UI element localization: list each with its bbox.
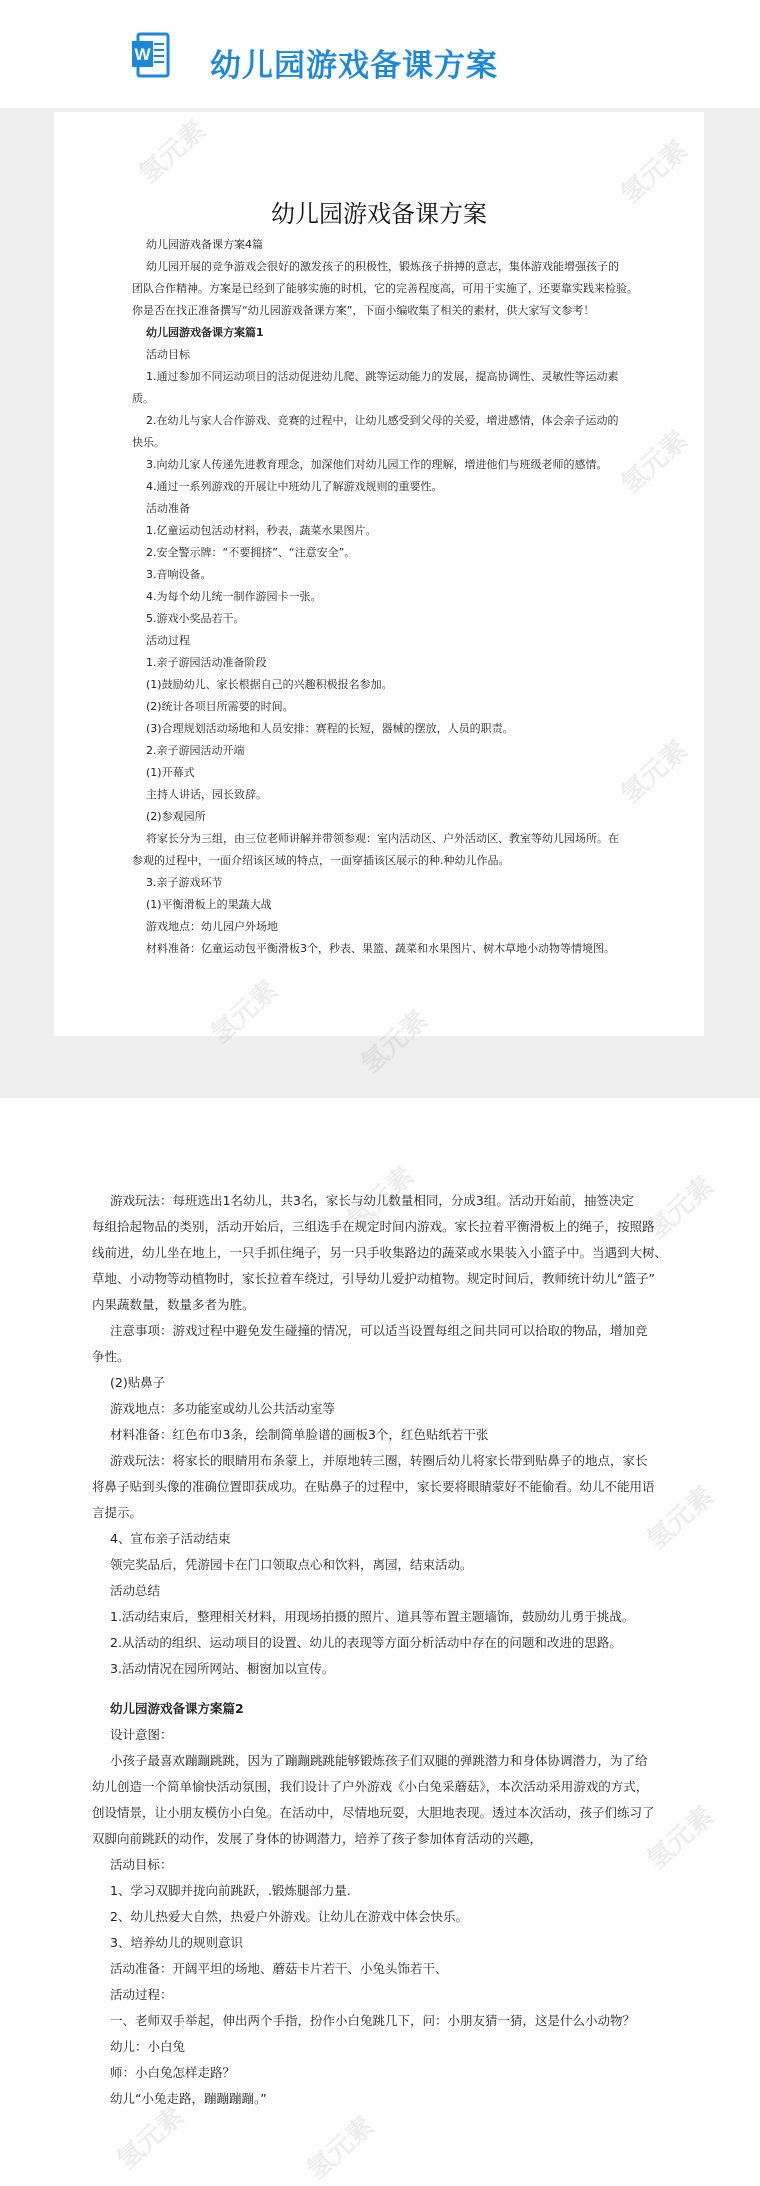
paragraph-line: 团队合作精神。方案是已经到了能够实施的时机，它的完善程度高，可用于实施了，还要靠实践来检验。 xyxy=(132,282,638,295)
banner-title: 幼儿园游戏备课方案 xyxy=(210,48,498,84)
paragraph-line: 材料准备：亿童运动包平衡滑板3个，秒表、果篮、蔬菜和水果图片、树木草地小动物等情境图。 xyxy=(146,942,615,955)
paragraph-line: (1)平衡滑板上的果蔬大战 xyxy=(146,898,272,911)
paragraph-line: 2.安全警示牌：“不要拥挤”、“注意安全”。 xyxy=(146,546,356,559)
paragraph-line: 3.亲子游戏环节 xyxy=(146,876,223,889)
paragraph-line: 快乐。 xyxy=(132,436,165,449)
paragraph-line: 3.活动情况在园所网站、橱窗加以宣传。 xyxy=(110,1661,335,1676)
paragraph-line: 活动准备 xyxy=(146,502,190,515)
paragraph-line: 参观的过程中，一面介绍该区域的特点，一面穿插该区展示的种.种幼儿作品。 xyxy=(132,854,510,867)
paragraph-line: (1)开幕式 xyxy=(146,766,195,779)
paragraph-line: 领完奖品后，凭游园卡在门口领取点心和饮料，离园，结束活动。 xyxy=(110,1557,473,1572)
watermark: 氢元素 xyxy=(133,115,212,190)
paragraph-line xyxy=(110,1682,670,1696)
paragraph-line: 游戏地点：多功能室或幼儿公共活动室等 xyxy=(110,1401,336,1416)
paragraph-line: 1、学习双脚并拢向前跳跃，.锻炼腿部力量. xyxy=(110,1883,351,1898)
paragraph-line: 幼儿园游戏备课方案篇2 xyxy=(110,1701,244,1716)
paragraph-line: 材料准备：红色布巾3条，绘制简单脸谱的画板3个，红色贴纸若干张 xyxy=(110,1427,489,1442)
document-title: 幼儿园游戏备课方案 xyxy=(271,200,487,228)
watermark: 氢元素 xyxy=(205,975,284,1050)
paragraph-line: 幼儿创造一个简单愉快活动氛围，我们设计了户外游戏《小白兔采蘑菇》，本次活动采用游戏的方式， xyxy=(92,1779,649,1794)
paragraph-line: 小孩子最喜欢蹦蹦跳跳，因为了蹦蹦跳跳能够锻炼孩子们双腿的弹跳潜力和身体协调潜力，为了给 xyxy=(110,1753,648,1768)
paragraph-line: 1.亿童运动包活动材料，秒表，蔬菜水果图片。 xyxy=(146,524,377,537)
paragraph-line: 主持人讲话，园长致辞。 xyxy=(146,788,267,801)
paragraph-line: 争性。 xyxy=(92,1349,130,1364)
watermark: 氢元素 xyxy=(641,1481,720,1556)
paragraph-line: 幼儿园游戏备课方案4篇 xyxy=(146,238,263,251)
paragraph-line: 活动目标 xyxy=(146,348,190,361)
paragraph-line: 幼儿：小白兔 xyxy=(110,2039,186,2054)
paragraph-line: (2)统计各项目所需要的时间。 xyxy=(146,700,294,713)
paragraph-line: 将家长分为三组，由三位老师讲解并带领参观：室内活动区、户外活动区、教室等幼儿园场所。在 xyxy=(146,832,619,845)
paragraph-line: 师：小白兔怎样走路？ xyxy=(110,2065,236,2080)
paragraph-line: 活动准备：开阔平坦的场地、蘑菇卡片若干、小兔头饰若干、 xyxy=(110,1961,448,1976)
paragraph-line: 线前进，幼儿坐在地上，一只手抓住绳子，另一只手收集路边的蔬菜或水果装入小篮子中。当遇到大树、 xyxy=(92,1245,668,1260)
paragraph-line: 你是否在找正准备撰写“幼儿园游戏备课方案”，下面小编收集了相关的素材，供大家写文参考！ xyxy=(132,304,595,317)
paragraph-line: 3.音响设备。 xyxy=(146,568,212,581)
watermark: 氢元素 xyxy=(615,135,694,210)
paragraph-line: 1.通过参加不同运动项目的活动促进幼儿爬、跳等运动能力的发展，提高协调性、灵敏性等运动素 xyxy=(146,370,619,383)
paragraph-line: 言提示。 xyxy=(92,1505,143,1520)
watermark: 氢元素 xyxy=(301,2111,380,2186)
word-document-icon xyxy=(132,32,170,78)
paragraph-line: (2)贴鼻子 xyxy=(110,1375,166,1390)
paragraph-line: 1.活动结束后，整理相关材料，用现场拍摄的照片、道具等布置主题墙饰，鼓励幼儿勇于挑战。 xyxy=(110,1609,635,1624)
paragraph-line: 活动总结 xyxy=(110,1583,161,1598)
paragraph-line: 创设情景，让小朋友模仿小白兔。在活动中，尽情地玩耍，大胆地表现。透过本次活动，孩子们练习了 xyxy=(92,1805,655,1820)
paragraph-line: (1)鼓励幼儿、家长根据自己的兴趣积极报名参加。 xyxy=(146,678,393,691)
page-1-body xyxy=(132,234,666,960)
watermark: 氢元素 xyxy=(641,1801,720,1876)
word-letter: W xyxy=(134,45,151,64)
paragraph-line: 2.在幼儿与家人合作游戏、竞赛的过程中，让幼儿感受到父母的关爱，增进感情，体会亲子运动的 xyxy=(146,414,619,427)
paragraph-line: 游戏玩法：每班选出1名幼儿，共3名，家长与幼儿数量相同，分成3组。活动开始前，抽签决定 xyxy=(110,1193,634,1208)
paragraph-line: 设计意图： xyxy=(110,1727,173,1742)
paragraph-line: 4.为每个幼儿统一制作游园卡一张。 xyxy=(146,590,322,603)
paragraph-line: 活动目标： xyxy=(110,1857,173,1872)
paragraph-line: 每组拾起物品的类别，活动开始后，三组选手在规定时间内游戏。家长拉着平衡滑板上的绳子，按照路 xyxy=(92,1219,655,1234)
watermark: 氢元素 xyxy=(641,1171,720,1246)
paragraph-line: 活动过程 xyxy=(146,634,190,647)
watermark: 氢元素 xyxy=(341,1161,420,1236)
paragraph-line: 幼儿园开展的竞争游戏会很好的激发孩子的积极性，锻炼孩子拼搏的意志，集体游戏能增强孩子的 xyxy=(146,260,619,273)
paragraph-line: 4、宣布亲子活动结束 xyxy=(110,1531,231,1546)
paragraph-line: 草地、小动物等动植物时，家长拉着车绕过，引导幼儿爱护动植物。规定时间后，教师统计幼儿“篮子” xyxy=(92,1271,655,1286)
watermark: 氢元素 xyxy=(355,1005,434,1080)
page-2-body xyxy=(92,1188,670,2112)
paragraph-line: 2.从活动的组织、运动项目的设置、幼儿的表现等方面分析活动中存在的问题和改进的思路。 xyxy=(110,1635,622,1650)
paragraph-line: 5.游戏小奖品若干。 xyxy=(146,612,245,625)
paragraph-line: 3.向幼儿家人传递先进教育理念，加深他们对幼儿园工作的理解，增进他们与班级老师的感情。 xyxy=(146,458,608,471)
paragraph-line: 内果蔬数量，数量多者为胜。 xyxy=(92,1297,255,1312)
watermark: 氢元素 xyxy=(111,2101,190,2176)
watermark: 氢元素 xyxy=(615,735,694,810)
paragraph-line: 4.通过一系列游戏的开展让中班幼儿了解游戏规则的重要性。 xyxy=(146,480,443,493)
paragraph-line: 2、幼儿热爱大自然，热爱户外游戏。让幼儿在游戏中体会快乐。 xyxy=(110,1909,468,1924)
paragraph-line: 活动过程： xyxy=(110,1987,173,2002)
paragraph-line: 3、培养幼儿的规则意识 xyxy=(110,1935,243,1950)
watermark: 氢元素 xyxy=(615,425,694,500)
paragraph-line: (3)合理规划活动场地和人员安排：赛程的长短，器械的摆放，人员的职责。 xyxy=(146,722,514,735)
paragraph-line: 幼儿园游戏备课方案篇1 xyxy=(146,326,264,339)
paragraph-line: 游戏玩法：将家长的眼睛用布条蒙上，并原地转三圈，转圈后幼儿将家长带到贴鼻子的地点，家长 xyxy=(110,1453,648,1468)
paragraph-line: 1.亲子游园活动准备阶段 xyxy=(146,656,267,669)
paragraph-line: 幼儿“小兔走路，蹦蹦蹦蹦。” xyxy=(110,2091,267,2106)
paragraph-line: 游戏地点：幼儿园户外场地 xyxy=(146,920,278,933)
paragraph-line: 将鼻子贴到头像的准确位置即获成功。在贴鼻子的过程中，家长要将眼睛蒙好不能偷看。幼儿不能用语 xyxy=(92,1479,655,1494)
header-banner xyxy=(0,0,760,108)
paragraph-line: 双脚向前跳跃的动作，发展了身体的协调潜力，培养了孩子参加体育活动的兴趣， xyxy=(92,1831,543,1846)
paragraph-line: 一、老师双手举起，伸出两个手指，扮作小白兔跳几下，问：小朋友猜一猜，这是什么小动物？ xyxy=(110,2013,636,2028)
paragraph-line: 2.亲子游园活动开端 xyxy=(146,744,245,757)
paragraph-line: 质。 xyxy=(132,392,154,405)
paragraph-line: (2)参观园所 xyxy=(146,810,206,823)
document-page-2 xyxy=(0,1098,760,2186)
document-page-1 xyxy=(54,112,704,1080)
paragraph-line: 注意事项：游戏过程中避免发生碰撞的情况，可以适当设置每组之间共同可以拾取的物品，增加竞 xyxy=(110,1323,648,1338)
